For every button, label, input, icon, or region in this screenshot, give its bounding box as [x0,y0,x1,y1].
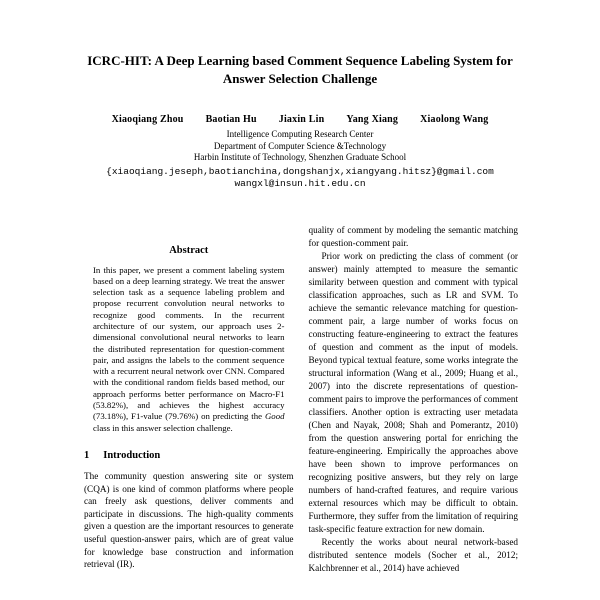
right-column [309,224,519,575]
section-number: 1 [84,449,90,461]
affiliation-line: Harbin Institute of Technology, Shenzhen Graduate School [193,152,407,162]
email-line: {xiaoqiang.jeseph,baotianchina,dongshanjx,xiangyang.hitsz}@gmail.com [106,165,494,177]
author-name: Baotian Hu [205,114,257,125]
author-name: Yang Xiang [346,114,399,125]
right-column-paragraph: quality of comment by modeling the semantic matching for question-comment pair. [308,224,518,248]
left-column [84,224,294,575]
abstract-text-post: class in this answer selection challenge. [93,422,233,433]
affiliation-line: Intelligence Computing Research Center [226,129,374,139]
author-name: Xiaoqiang Zhou [111,114,184,125]
affiliation-line: Department of Computer Science &Technology [213,140,387,151]
intro-paragraph: The community question answering site or system (CQA) is one kind of common platforms where people can freely ask questions, deliver comments and participate in discussions. The high-quality comments given a question are the important resources to generate useful question-answer pairs, which are of great value for knowledge base construction and information retrieval (IR). [84,470,294,570]
affiliations-block [0,129,600,164]
emails-block [0,166,600,190]
abstract-text-pre: In this paper, we present a comment labeling system based on a deep learning strategy. We treat the answer selection task as a sequence labeling problem and propose recurrent convolution neural networks to recognize good comments. In the recurrent architecture of our system, our approach uses 2-dimensional convolutional neural networks to learn the distributed representation for question-comment pair, and assigns the labels to the comment sequence with a recurrent neural network over CNN. Compared with the conditional random fields based method, our approach performs better performance on Macro-F1 (53.82%), and achieves the highest accuracy (73.18%), F1-value (79.76%) on predicting the [93,264,285,422]
email-line: wangxl@insun.hit.edu.cn [234,177,366,189]
author-name: Jiaxin Lin [278,114,325,125]
section-title: Introduction [103,449,161,461]
abstract-heading: Abstract [169,244,209,256]
paper-title: ICRC-HIT: A Deep Learning based Comment Sequence Labeling System for Answer Selection Challenge [87,53,513,86]
authors-row [0,114,600,125]
abstract-text-italic: Good [264,411,285,422]
section-heading-introduction [84,450,294,461]
right-column-paragraph: Prior work on predicting the class of comment (or answer) mainly attempted to measure the semantic similarity between question and comment with typical classification approaches, such as LR and SVM. To achieve the semantic relevance matching for question-comment pair, a large number of works focus on constructing feature-engineering to extract the features of question and comment as the input of models. Beyond typical textual feature, some works integrate the structural information (Wang et al., 2009; Huang et al., 2007) into the discrete representations of question-comment pairs to improve the performances of comment classifiers. Another option is extracting user metadata (Chen and Nayak, 2008; Shah and Pomerantz, 2010) from the question answering portal for enriching the feature-engineering. Empirically the approaches above have been shown to improve performances on recognizing positive answers, but they rely on large numbers of hand-crafted features, and require various external resources which may be difficult to obtain. Furthermore, they suffer from the limitation of requiring task-specific feature extraction for new domain. [308,250,518,534]
author-name: Xiaolong Wang [420,114,489,125]
abstract-text [93,265,285,434]
right-column-paragraph: Recently the works about neural network-based distributed sentence models (Socher et al., 2012; Kalchbrenner et al., 2014) have achieved [308,536,518,573]
two-column-body [0,224,600,575]
